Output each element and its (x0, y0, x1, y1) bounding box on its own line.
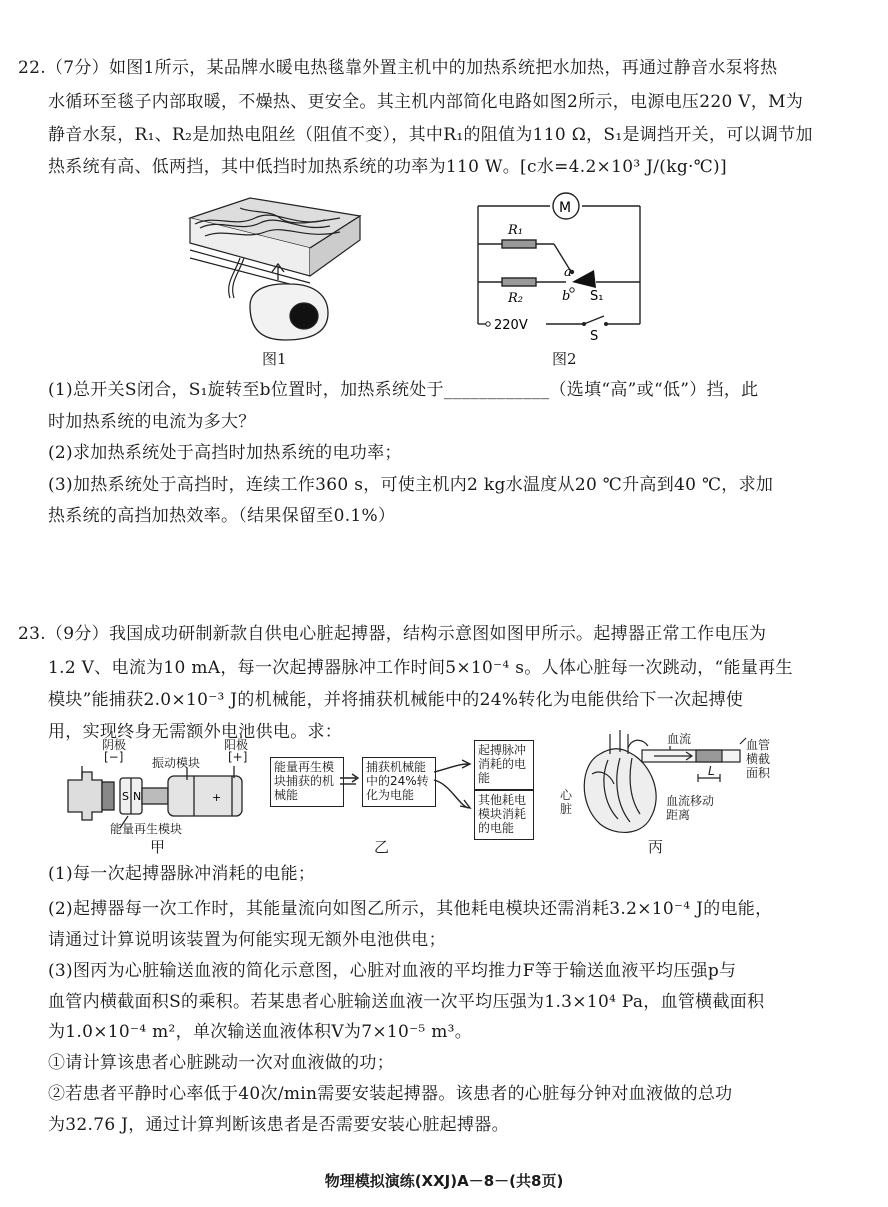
svg-text:+: + (212, 791, 222, 804)
q23-line-4: 用，实现终身无需额外电池供电。求： (48, 722, 343, 742)
figure-bing-caption: 丙 (648, 838, 664, 856)
q22-line-3: 静音水泵，R₁、R₂是加热电阻丝（阻值不变），其中R₁的阻值为110 Ω，S₁是调挡开关，可以调节加 (48, 125, 813, 145)
jia-cathode-label: 阴极 (102, 738, 127, 752)
bing-heart-label: 心脏 (560, 788, 573, 816)
bing-blood-label: 血流 (667, 732, 692, 746)
jia-anode-label: 阳极 (224, 738, 249, 752)
magnet-n-label: N (133, 790, 142, 803)
q22-question-3a: (3)加热系统处于高挡时，连续工作360 s，可使主机内2 kg水温度从20 ℃升高到40 ℃，求加 (48, 475, 774, 495)
q22-line-2: 水循环至毯子内部取暖，不燥热、更安全。其主机内部简化电路如图2所示，电源电压220 V，M为 (48, 92, 804, 112)
yi-box-other: 其他耗电模块消耗的电能 (474, 790, 534, 840)
figure-2-circuit (468, 192, 658, 342)
jia-vibration-label: 振动模块 (152, 756, 201, 770)
page-footer: 物理模拟演练(XXJ)A－8－(共8页) (324, 1172, 564, 1190)
contact-b-label: b (562, 289, 571, 304)
figure-1-electric-blanket (180, 188, 365, 348)
q23-line-3: 模块”能捕获2.0×10⁻³ J的机械能，并将捕获机械能中的24%转化为电能供给下一次起搏使 (48, 690, 744, 710)
s-label: S (590, 329, 599, 342)
figure-jia-caption: 甲 (150, 838, 166, 856)
voltage-label: 220V (494, 318, 528, 333)
r2-label: R₂ (508, 291, 523, 306)
yi-box-convert: 捕获机械能中的24%转化为电能 (362, 757, 436, 807)
q23-question-3b: 血管内横截面积S的乘积。若某患者心脏输送血液一次平均压强为1.3×10⁴ Pa，血管横截面积 (48, 992, 765, 1012)
q23-question-3a: (3)图丙为心脏输送血液的简化示意图，心脏对血液的平均推力F等于输送血液平均压强p与 (48, 961, 737, 981)
bing-distance-label: 血流移动距离 (666, 794, 715, 822)
figure-yi-caption: 乙 (374, 838, 390, 856)
q22-question-2: (2)求加热系统处于高挡时加热系统的电功率； (48, 443, 402, 463)
q22-question-1b: 时加热系统的电流为多大？ (48, 412, 256, 432)
q22-line-4: 热系统有高、低两挡，其中低挡时加热系统的功率为110 W。[c水=4.2×10³ J/(kg·℃)] (48, 157, 727, 177)
q22-question-1a: (1)总开关S闭合，S₁旋转至b位置时，加热系统处于____________（选填“高”或“低”）挡，此 (48, 380, 759, 400)
q23-question-1: (1)每一次起搏器脉冲消耗的电能； (48, 864, 316, 884)
yi-box-pulse: 起搏脉冲消耗的电能 (474, 740, 534, 790)
q23-question-2a: (2)起搏器每一次工作时，其能量流向如图乙所示，其他耗电模块还需消耗3.2×10⁻⁴ J的电能， (48, 899, 773, 919)
q22-line-1: 22.（7分）如图1所示，某品牌水暖电热毯靠外置主机中的加热系统把水加热，再通过静音水泵将热 (18, 58, 778, 78)
figure-2-caption: 图2 (552, 350, 577, 368)
jia-anode-sign: [+] (228, 750, 248, 764)
q23-line-1: 23.（9分）我国成功研制新款自供电心脏起搏器，结构示意图如图甲所示。起搏器正常工作电压为 (18, 624, 767, 644)
q23-question-3-2a: ②若患者平静时心率低于40次/min需要安装起搏器。该患者的心脏每分钟对血液做的总功 (48, 1084, 733, 1104)
q23-question-3-2b: 为32.76 J，通过计算判断该患者是否需要安装心脏起搏器。 (48, 1115, 509, 1135)
jia-regen-label: 能量再生模块 (110, 822, 183, 836)
magnet-s-label: S (122, 790, 129, 803)
yi-box-regen: 能量再生模块捕获的机械能 (270, 757, 344, 807)
contact-a-label: a (564, 265, 572, 280)
motor-label: M (559, 200, 572, 216)
figure-bing-heart (570, 724, 750, 844)
bing-l-label: L (708, 764, 715, 778)
figure-1-caption: 图1 (262, 350, 287, 368)
figure-yi-arrows (340, 750, 480, 830)
jia-cathode-sign: [−] (104, 750, 124, 764)
r1-label: R₁ (508, 223, 523, 238)
q23-question-3c: 为1.0×10⁻⁴ m²，单次输送血液体积V为7×10⁻⁵ m³。 (48, 1022, 473, 1042)
q23-line-2: 1.2 V、电流为10 mA，每一次起搏器脉冲工作时间5×10⁻⁴ s。人体心脏每一次跳动，“能量再生 (48, 658, 793, 678)
q23-question-2b: 请通过计算说明该装置为何能实现无额外电池供电； (48, 930, 446, 950)
bing-area-label: 血管横截面积 (746, 738, 771, 780)
s1-label: S₁ (590, 289, 604, 304)
q22-question-3b: 热系统的高挡加热效率。（结果保留至0.1%） (48, 506, 396, 526)
q23-question-3-1: ①请计算该患者心脏跳动一次对血液做的功； (48, 1053, 394, 1073)
